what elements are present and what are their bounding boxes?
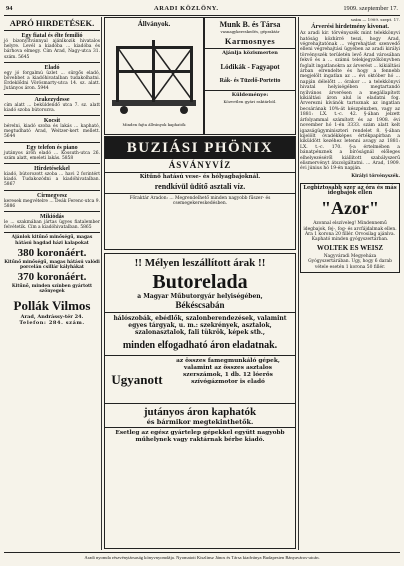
- ad-title: Mikiódás: [39, 214, 64, 221]
- column-divider: [101, 17, 102, 550]
- company-phone: Telefon: 284. szám.: [19, 319, 85, 326]
- ad-body: bérelni, kiadó szoba és lakás ... kapható, megtudható Arad, Weitzer-kert mellett. 5644: [4, 124, 100, 140]
- classified-ad: [4, 214, 100, 230]
- ad-title: Arakezydesse: [34, 96, 70, 103]
- ad-title: Cirmegvesz: [37, 192, 67, 199]
- classified-ad: [4, 118, 100, 140]
- phoenix-advertisement: [104, 136, 296, 250]
- ad-title: Egy telefon és piano: [26, 144, 78, 151]
- company-name: Pollák Vilmos: [13, 297, 91, 313]
- sale-mid-two: jutányos áron kaphatók: [143, 406, 257, 419]
- notices-column: [300, 17, 400, 273]
- ad-body: keresek megvételre ... Deák Ferenc-utca 9. 5886: [4, 198, 100, 209]
- classified-ad: [4, 65, 100, 92]
- company-address: Arad, Andrássy-tér 24.: [20, 313, 84, 320]
- sale-subtitle: a Magyar Műbutorgyár helyiségében,: [137, 293, 263, 300]
- sale-left-word: Ugyanott: [111, 372, 163, 388]
- ad-body: le ... szakmában jártas ügyes fiatalember felvétetik. Cím a kiadóhivatalban. 5865: [4, 220, 100, 231]
- sale-mid: minden elfogadható áron eladatnak.: [122, 340, 278, 352]
- ad-body: jó bizonyítvánnyal ajánlkozik hivatalos helyre. Levél a kiadóba ... kiadóba és bárhova elmegy. Cím Arad, Nagy-utca 31. szám. 5645: [4, 39, 100, 60]
- ad-title: Kocsit: [43, 118, 61, 125]
- scaffold-title: Állványok.: [137, 20, 171, 28]
- munk-line: Rák- és Tüzelő-Portetto: [219, 78, 281, 85]
- scaffold-caption: Minden fajta állványok kaphatók: [122, 122, 186, 127]
- ad-body: egy jó forgalmú üzlet ... sürgős eladó, bővebbet a kiadóhivatalban tudakolhatni. Érdeklődni Vörösmarty-utca 14. sz. alatt. Jutányos áron. 5944: [4, 70, 100, 92]
- classified-ads-column: [4, 17, 100, 326]
- promo-text: Ajánlok kitűnő minőségű, magas hátású bagdad házi kalapokat: [11, 235, 93, 246]
- scaffold-advertisement: [104, 17, 204, 135]
- column-divider: [298, 17, 299, 550]
- pollak-advertisement: [4, 235, 100, 326]
- page-footer: Aradi nyomda részvénytársaság könyvnyomdája. Nyomatott Kiszlinsz János és Társa kiadványa Budapesten Bányaváros-utcán.: [4, 552, 400, 563]
- price-two: 370 koronáért.: [17, 271, 87, 284]
- column-header-note: szám — 1909. szept. 17.: [350, 17, 400, 22]
- sale-items: hálószobák, ebédlők, szalonberendezések, valamint egyes tárgyak, u. m.: szekrények, asztalok, szalonasztalok, fali tükrök, képek stb.,: [113, 315, 287, 337]
- sale-place: Békéscsabán: [175, 300, 225, 311]
- sale-left-block: [109, 358, 165, 401]
- azor-tagline: Legbiztosabb szer az óra és más idegbajok ellen: [303, 184, 397, 197]
- azor-maker: WOLTEK ES WEISZ: [316, 244, 384, 253]
- auction-notice-title: Árverési hirdetmény kivonat.: [311, 23, 389, 31]
- page-header: [4, 3, 400, 16]
- azor-text: Azonnal elszíveleg! Mindennemű idegbajok, fej-, fog- és arcfájdalmak ellen. Ára 1 korona 20 fillér. Orvosilag ajánlva. Kapható minden gyógyszertárban.: [303, 221, 397, 242]
- munk-company-name: Munk B. és Társa: [219, 20, 281, 29]
- azor-address: Nagyváradi Megyeháza Gyógyszertárában. Ugy, hogy 6 darab vétele esetén 1 korona 50 fillér.: [308, 254, 392, 270]
- phoenix-subtitle: ÁSVÁNYVÍZ: [168, 160, 232, 170]
- sale-detail-row: [105, 358, 295, 401]
- classified-ad: [4, 145, 100, 161]
- munk-line: Közvetlen gyári raktárból.: [223, 98, 277, 104]
- classified-ad-list: [4, 33, 100, 230]
- ad-body: kiadó, bútorozott szoba ... havi 2 forintért kiadó. Tudakozódni a kiadóhivatalban. 5867: [4, 172, 100, 188]
- ad-title: Hirdetésekkel: [34, 166, 70, 173]
- azor-brand: "Azor": [321, 198, 379, 219]
- classified-ad: [4, 33, 100, 60]
- ad-title: Eladó: [44, 64, 60, 71]
- phoenix-line-two: rendkívül üdítő asztali víz.: [154, 182, 246, 192]
- phoenix-banner: [105, 137, 295, 159]
- auction-notice-body: Az aradi kir. törvényszék mint telekkönyvi hatóság közhírré teszi, hogy Arad, végrehajtatónak ... végrehajtást szenvedő elleni végrehajtási ügyében az aradi királyi törvényszék területén levő Arad városában fekvő és a ... számú telekjegyzőkönyvben foglalt ingatlanokra az árverést ... kikiáltási árban elrendelte és hogy a fennebb megjelölt ingatlan az ... évi október hó ... napján délelőtt ... órakor ... a telekkönyvi hivatal helyiségében megtartandó nyilvános árverésen a megállapított kikiáltási áron alul is eladatni fog. Árverezni kívánók tartoznak az ingatlan becsárának 10%-át készpénzben, vagy az 1881: LX. t.-c. 42. §-ában jelzett árfolyammal számított és az 1908. évi november hó 1-én 3333. szám alatt kelt igazságügyminiszteri rendelet 8. §-ában kijelölt óvadékképes értékpapírban a kiküldött kezéhez letenni avagy az 1881: LX. t.-c. 170. §-a értelmében a bánatpénznek a bíróságnál előleges elhelyezéséről kiállított szabályszerű elismervényt átszolgáltatni. ... Arad, 1909. évi június hó 19-én napján.: [300, 31, 400, 172]
- promo-text: Kitűnő, minden színben gyártott szőnyegek: [11, 284, 93, 295]
- promo-text: Kitűnő minőségű, magas hátású valódi porcelán csillár kályhákat: [4, 259, 100, 271]
- munk-subtitle: vasnagykereskedés, gépraktár: [220, 29, 280, 34]
- munk-line: Küldeménye:: [231, 92, 269, 99]
- munk-line: Ajánlja közismerten: [222, 50, 278, 57]
- ad-body: jutányos áron eladó ... Kossuth-utca 26. szám alatt, emeleti lakás. 5858: [4, 150, 100, 161]
- classified-ad: [4, 166, 100, 188]
- sale-bottom: Esetleg az egész gyártelep gépekkel együtt nagyobb műhelynek vagy raktárnak bérbe kiadó.: [115, 430, 285, 444]
- munk-brand: Karmosnyes: [224, 36, 276, 47]
- scaffold-illustration-icon: [108, 30, 200, 122]
- munk-advertisement: [204, 17, 296, 135]
- court-signature: Királyi törvényszék.: [351, 173, 400, 179]
- sale-right-text: az összes famegmunkáló gépek, valamint az összes asztalos szerszámok, 1 db. 12 lóerős szívógázmotor is eladó: [176, 358, 280, 386]
- page-number: 94: [6, 5, 13, 12]
- sale-word: Butorelada: [152, 271, 248, 293]
- issue-date: 1909. szeptember 17.: [343, 5, 398, 12]
- sale-mid-three: és bármikor megtekinthetők.: [146, 418, 254, 427]
- azor-advertisement: [300, 183, 400, 273]
- top-ads-row: [104, 17, 296, 135]
- price-one: 380 koronáért.: [17, 246, 87, 259]
- display-ads-column: [104, 17, 296, 549]
- phoenix-line-one: Kitűnő hatású vese- és hólyagbajoknál.: [139, 174, 261, 180]
- classified-ad: [4, 97, 100, 113]
- newspaper-title: ARADI KÖZLÖNY.: [154, 5, 219, 12]
- classified-section-title: APRÓ HIRDETÉSEK.: [9, 18, 95, 28]
- munk-line: Lódikák - Fagyapot: [220, 63, 280, 72]
- phoenix-banner-text: BUZIÁSI PHÖNIX: [126, 140, 274, 156]
- furniture-sale-advertisement: [104, 253, 296, 549]
- phoenix-contact: Főraktár Aradon: ... Megrendelhető minden nagyobb fűszer- és csemegekereskedésben.: [129, 196, 271, 207]
- sale-headline: !! Mélyen leszállított árak !!: [134, 257, 266, 269]
- ad-body: cím alatt ... beküldendő utca 7. sz. alatt kiadó szoba bútorozva.: [4, 102, 100, 113]
- ad-title: Egy fiatal és élte femilió: [21, 33, 83, 39]
- classified-ad: [4, 193, 100, 209]
